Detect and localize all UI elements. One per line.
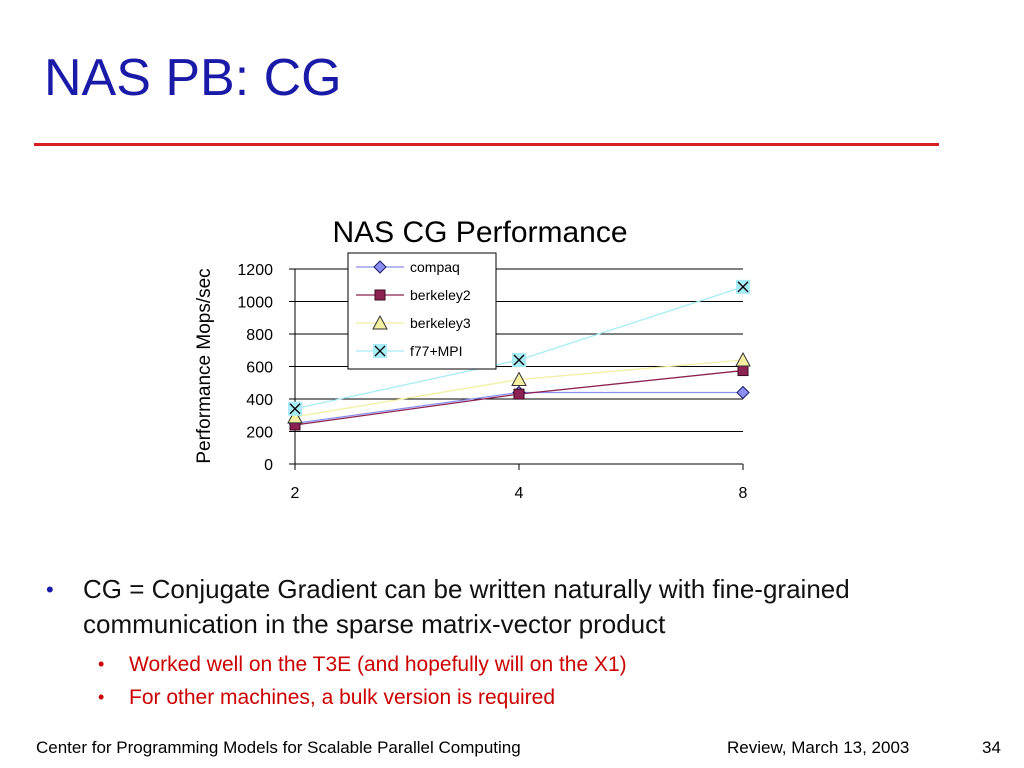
- y-tick-label: 1000: [237, 294, 273, 312]
- data-point-diamond: [737, 387, 749, 399]
- legend-label: compaq: [410, 259, 460, 275]
- y-tick-label: 800: [246, 327, 273, 344]
- legend-label: f77+MPI: [410, 343, 463, 359]
- data-point-square: [375, 290, 385, 300]
- slide-title: NAS PB: CG: [44, 49, 342, 107]
- x-tick-label: 8: [738, 485, 748, 502]
- sub-bullet-marker: •: [98, 687, 105, 707]
- sub-bullet-text: Worked well on the T3E (and hopefully will on the X1): [129, 653, 627, 676]
- page-number: 34: [982, 738, 1001, 757]
- chart-title: NAS CG Performance: [332, 216, 628, 249]
- sub-bullet-marker: •: [98, 654, 105, 674]
- legend-label: berkeley2: [410, 287, 471, 303]
- data-point-square: [514, 389, 524, 399]
- bullet-item: [46, 572, 946, 642]
- sub-bullet-item: [46, 681, 946, 714]
- x-tick-label: 2: [290, 485, 300, 502]
- bullet-text: CG = Conjugate Gradient can be written naturally with fine-grained communication in the sparse matrix-vector product: [83, 574, 850, 639]
- footer-organization: Center for Programming Models for Scalable Parallel Computing: [36, 738, 521, 757]
- sub-bullet-item: [46, 648, 946, 681]
- data-point-square: [738, 366, 748, 376]
- bullet-list: [46, 572, 946, 714]
- sub-bullet-text: For other machines, a bulk version is required: [129, 686, 556, 709]
- data-point-triangle: [736, 353, 750, 366]
- legend-label: berkeley3: [410, 315, 471, 331]
- y-axis-label: Performance Mops/sec: [194, 268, 215, 464]
- footer-date: Review, March 13, 2003: [727, 738, 910, 757]
- y-tick-label: 200: [246, 424, 273, 442]
- y-tick-label: 1200: [237, 262, 273, 279]
- bullet-marker: •: [46, 577, 54, 602]
- y-tick-label: 400: [246, 392, 273, 409]
- y-tick-label: 600: [246, 359, 273, 377]
- y-tick-label: 0: [264, 457, 273, 474]
- x-tick-label: 4: [514, 485, 524, 502]
